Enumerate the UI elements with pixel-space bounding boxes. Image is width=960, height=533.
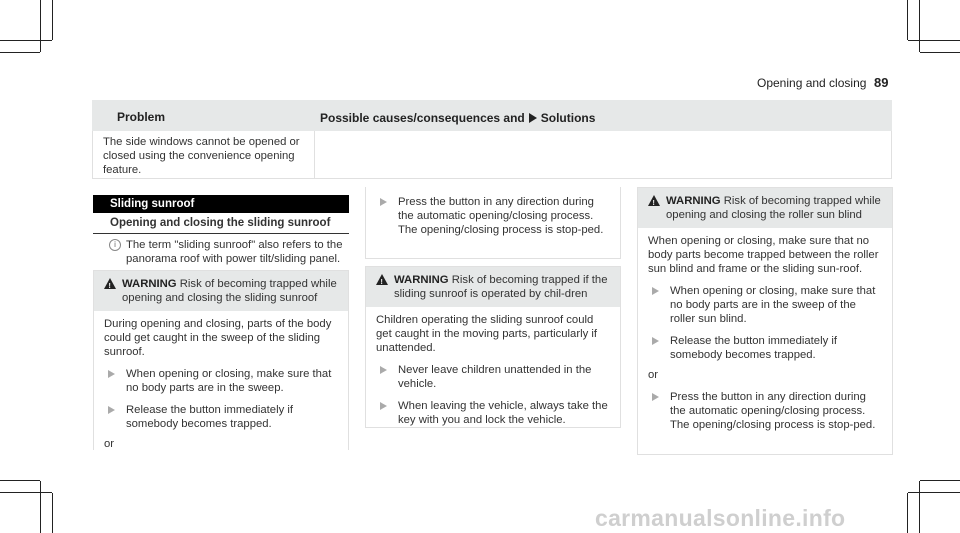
crop-mark [920,52,960,53]
info-icon: i [109,239,121,251]
problem-table [92,100,892,179]
crop-mark [0,480,40,481]
warning-header [366,267,620,307]
list-item: Release the button immediately if somebody becomes trapped. [104,403,338,431]
warning-header [94,271,348,311]
crop-mark [919,0,920,52]
warning-label: WARNING [666,195,721,207]
table-header [92,100,892,131]
crop-mark [0,40,52,41]
warning-body [638,228,892,438]
warning-text: Children operating the sliding sunroof could get caught in the moving parts, particularly if unattended. [376,314,598,354]
section-title: Sliding sunroof [93,195,349,213]
crop-mark [0,492,52,493]
warning-triangle-icon: ! [648,195,660,206]
crop-mark [907,0,908,40]
warning-body [94,311,348,457]
warning-body [366,307,620,433]
crop-mark [907,493,908,533]
warning-label: WARNING [122,278,177,290]
page-number: 89 [874,75,889,90]
crop-mark [52,493,53,533]
continuation-box [365,187,621,259]
list-item: When opening or closing, make sure that no body parts are in the sweep of the roller sun blind. [648,284,882,326]
crop-mark [920,480,960,481]
crop-mark [40,481,41,533]
crop-mark [908,40,960,41]
warning-text: During opening and closing, parts of the body could get caught in the sweep of the sliding sunroof. [104,318,332,358]
warning-box-sun-blind [637,187,893,455]
column-header-solutions [320,111,595,125]
list-item: When opening or closing, make sure that no body parts are in the sweep. [104,367,338,395]
warning-label: WARNING [394,274,449,286]
warning-box-sunroof [93,270,349,450]
crop-mark [40,0,41,52]
list-item: Press the button in any direction during the automatic opening/closing process. The opening/closing process is stop-ped. [648,390,882,432]
table-cell-problem: The side windows cannot be opened or closed using the convenience opening feature. [103,136,300,176]
warning-text: When opening or closing, make sure that no body parts become trapped between the roller sun blind and frame or the sliding sun-roof. [648,235,879,275]
crop-mark [52,0,53,40]
list-item: When leaving the vehicle, always take the key with you and lock the vehicle. [376,399,610,427]
column-header-problem: Problem [117,110,166,124]
arrow-right-icon [529,113,537,123]
list-item: Press the button in any direction during the automatic opening/closing process. The opening/closing process is stop-ped. [376,195,610,237]
warning-title: Risk of becoming trapped while opening and closing the sliding sunroof [122,278,337,304]
table-row [92,131,892,179]
warning-header [638,188,892,228]
warning-title: Risk of becoming trapped if the sliding sunroof is operated by chil-dren [394,274,608,300]
warning-title: Risk of becoming trapped while opening and closing the roller sun blind [666,195,881,221]
watermark: carmanualsonline.info [595,505,846,531]
note-text: The term "sliding sunroof" also refers to the panorama roof with power tilt/sliding panel. [126,239,343,265]
warning-triangle-icon: ! [104,278,116,289]
warning-box-children [365,266,621,428]
warning-triangle-icon: ! [376,274,388,285]
column-divider [314,131,315,178]
running-header: Opening and closing [757,76,867,90]
or-text: or [104,438,115,450]
column-header-solutions-label: Solutions [540,111,596,125]
crop-mark [0,52,40,53]
list-item: Never leave children unattended in the vehicle. [376,363,610,391]
crop-mark [919,481,920,533]
crop-mark [908,492,960,493]
subsection-title: Opening and closing the sliding sunroof [93,216,349,234]
note [110,238,350,266]
column-header-causes: Possible causes/consequences and [320,111,525,125]
list-item: Release the button immediately if somebody becomes trapped. [648,334,882,362]
or-text: or [648,369,659,381]
continuation-body [366,195,620,243]
